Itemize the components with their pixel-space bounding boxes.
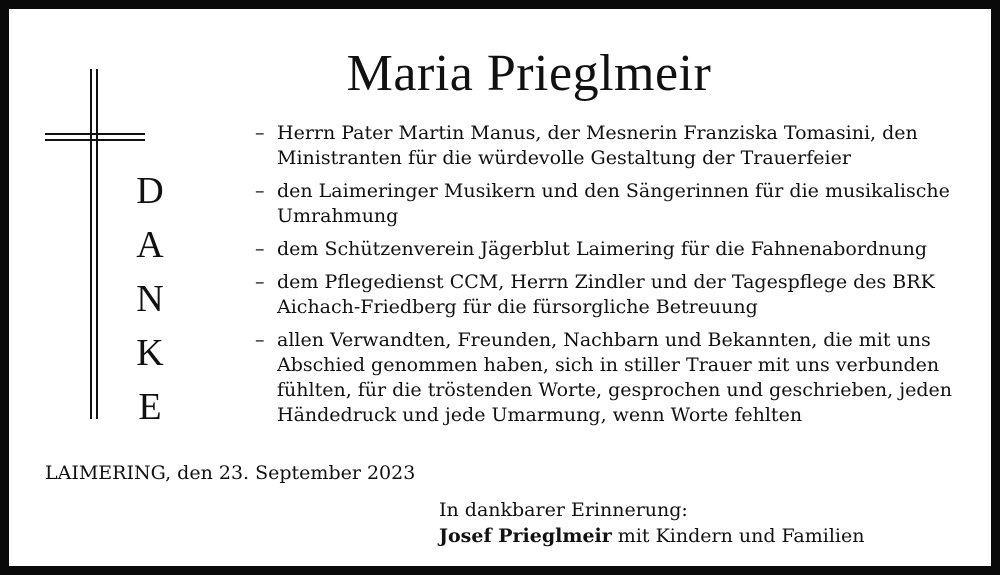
thanks-text: dem Pflegedienst CCM, Herrn Zindler und der Tagespflege des BRK Aichach-Friedberg für die fürsorgliche Betreuung [277, 271, 935, 318]
thanks-entry [255, 237, 975, 262]
danke-letter: E [138, 386, 162, 428]
thanks-text: allen Verwandten, Freunden, Nachbarn und Bekannten, die mit uns Abschied genommen haben, sich in stiller Trauer mit uns verbunden fühlten, für die tröstenden Worte, gesprochen und geschrieben, jeden Händedruck und jede Umarmung, wenn Worte fehlten [277, 329, 952, 426]
thanks-entry [255, 121, 975, 171]
thanks-entry [255, 179, 975, 229]
cross-horizontal-line [45, 139, 145, 141]
danke-letter: D [136, 170, 164, 212]
danke-letter: K [136, 332, 164, 374]
cross-horizontal-line [45, 133, 145, 135]
deceased-name: Maria Prieglmeir [346, 45, 712, 102]
thanks-list [255, 121, 975, 436]
signer-name: Josef Prieglmeir [439, 525, 612, 547]
thanks-entry [255, 328, 975, 428]
signoff-intro: In dankbarer Erinnerung: [439, 499, 688, 521]
signoff-signature [439, 523, 864, 549]
signoff-rest: mit Kindern und Familien [611, 525, 865, 547]
thanks-text: dem Schützenverein Jägerblut Laimering für die Fahnenabordnung [277, 238, 927, 260]
thanks-entry [255, 270, 975, 320]
place-date: LAIMERING, den 23. September 2023 [45, 462, 416, 484]
danke-letter: A [136, 224, 164, 266]
danke-vertical-word [127, 167, 173, 437]
dash-bullet: – [255, 271, 265, 293]
thanks-text: Herrn Pater Martin Manus, der Mesnerin Franziska Tomasini, den Ministranten für die würdevolle Gestaltung der Trauerfeier [277, 122, 918, 169]
dash-bullet: – [255, 122, 265, 144]
cross-vertical-line [96, 69, 98, 419]
danke-letter: N [136, 278, 164, 320]
cross-vertical-line [90, 69, 92, 419]
thanks-text: den Laimeringer Musikern und den Sängerinnen für die musikalische Umrahmung [277, 180, 950, 227]
signoff [439, 497, 864, 549]
dash-bullet: – [255, 329, 265, 351]
dash-bullet: – [255, 180, 265, 202]
dash-bullet: – [255, 238, 265, 260]
